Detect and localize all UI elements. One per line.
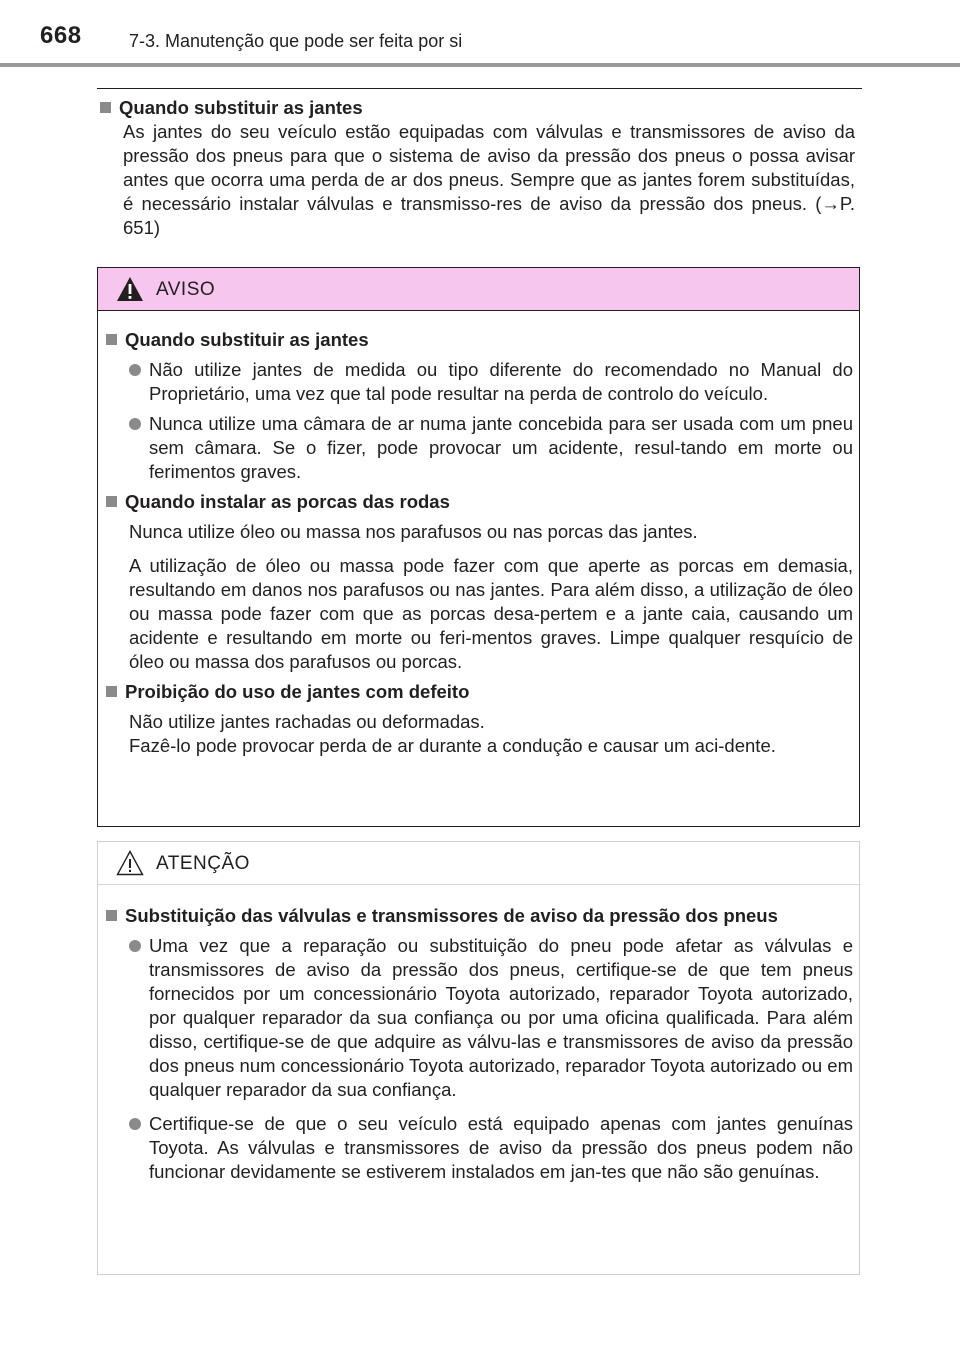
paragraph: Não utilize jantes rachadas ou deformadas. bbox=[129, 711, 485, 732]
list-item-text: Não utilize jantes de medida ou tipo diferente do recomendado no Manual do Proprietário, uma vez que tal pode resultar na perda de controlo do veículo. bbox=[149, 359, 853, 404]
notice-heading-1 bbox=[106, 904, 853, 928]
round-bullet-icon bbox=[129, 418, 141, 430]
warning-label: AVISO bbox=[156, 279, 216, 300]
notice-content bbox=[106, 904, 853, 1184]
round-bullet-icon bbox=[129, 1118, 141, 1130]
intro-section bbox=[100, 96, 855, 240]
list-item-text: Certifique-se de que o seu veículo está equipado apenas com jantes genuínas Toyota. As válvulas e transmissores de aviso da pressão dos pneus podem não funcionar devidamente se estiverem instalados em jan-tes que não são genuínas. bbox=[149, 1113, 853, 1182]
warning-box bbox=[97, 267, 860, 827]
warning-heading-3 bbox=[106, 680, 853, 704]
list-item bbox=[129, 412, 853, 484]
square-bullet-icon bbox=[106, 686, 117, 697]
paragraph: A utilização de óleo ou massa pode fazer com que aperte as porcas em demasia, resultando em danos nos parafusos ou nas jantes. Para além disso, a utilização de óleo ou massa pode fazer com que as porcas desa-pertem e a jante caia, causando um acidente e resultando em morte ou feri-mentos graves. Limpe qualquer resquício de óleo ou massa dos parafusos ou porcas. bbox=[129, 555, 853, 672]
intro-heading-text: Quando substituir as jantes bbox=[119, 97, 363, 118]
paragraph: Nunca utilize óleo ou massa nos parafusos ou nas porcas das jantes. bbox=[129, 521, 698, 542]
page-number: 668 bbox=[40, 22, 82, 49]
notice-label: ATENÇÃO bbox=[156, 853, 250, 874]
notice-heading-1-text: Substituição das válvulas e transmissores de aviso da pressão dos pneus bbox=[125, 905, 778, 926]
warning-heading-1 bbox=[106, 328, 853, 352]
notice-box bbox=[97, 841, 860, 1275]
list-item bbox=[129, 358, 853, 406]
warning-content bbox=[106, 328, 853, 758]
caution-triangle-icon bbox=[116, 850, 144, 876]
paragraph: Fazê-lo pode provocar perda de ar durante a condução e causar um aci-dente. bbox=[129, 735, 776, 756]
square-bullet-icon bbox=[100, 102, 111, 113]
list-item bbox=[129, 934, 853, 1102]
list-item-text: Uma vez que a reparação ou substituição do pneu pode afetar as válvulas e transmissores de aviso da pressão dos pneus, certifique-se de que tem pneus fornecidos por um concessionário Toyota autorizado, reparador Toyota autorizado, por qualquer reparador da sua confiança ou por uma oficina qualificada. Para além disso, certifique-se de que adquire as válvu-las e transmissores de aviso da pressão dos pneus num concessionário Toyota autorizado, reparador Toyota autorizado ou em qualquer reparador da sua confiança. bbox=[149, 935, 853, 1100]
intro-paragraph: As jantes do seu veículo estão equipadas com válvulas e transmissores de aviso da pressão dos pneus para que o sistema de aviso da pressão dos pneus o possa avisar antes que ocorra uma perda de ar dos pneus. Sempre que as jantes forem substituídas, é necessário instalar válvulas e transmisso-res de aviso da pressão dos pneus. (→P. 651) bbox=[123, 121, 855, 238]
square-bullet-icon bbox=[106, 496, 117, 507]
page-header bbox=[0, 0, 960, 70]
notice-header bbox=[98, 842, 859, 885]
warning-heading-3-text: Proibição do uso de jantes com defeito bbox=[125, 681, 470, 702]
round-bullet-icon bbox=[129, 364, 141, 376]
warning-heading-2-text: Quando instalar as porcas das rodas bbox=[125, 491, 450, 512]
chapter-title: 7-3. Manutenção que pode ser feita por si bbox=[129, 31, 463, 51]
warning-triangle-icon bbox=[116, 276, 144, 302]
section-divider bbox=[97, 88, 862, 89]
warning-heading-2 bbox=[106, 490, 853, 514]
intro-heading bbox=[100, 96, 855, 120]
header-divider bbox=[0, 63, 960, 67]
list-item bbox=[129, 1112, 853, 1184]
warning-heading-1-text: Quando substituir as jantes bbox=[125, 329, 369, 350]
square-bullet-icon bbox=[106, 334, 117, 345]
square-bullet-icon bbox=[106, 910, 117, 921]
round-bullet-icon bbox=[129, 940, 141, 952]
warning-header bbox=[98, 268, 859, 311]
list-item-text: Nunca utilize uma câmara de ar numa jante concebida para ser usada com um pneu sem câmara. Se o fizer, pode provocar um acidente, resul-tando em morte ou ferimentos graves. bbox=[149, 413, 853, 482]
